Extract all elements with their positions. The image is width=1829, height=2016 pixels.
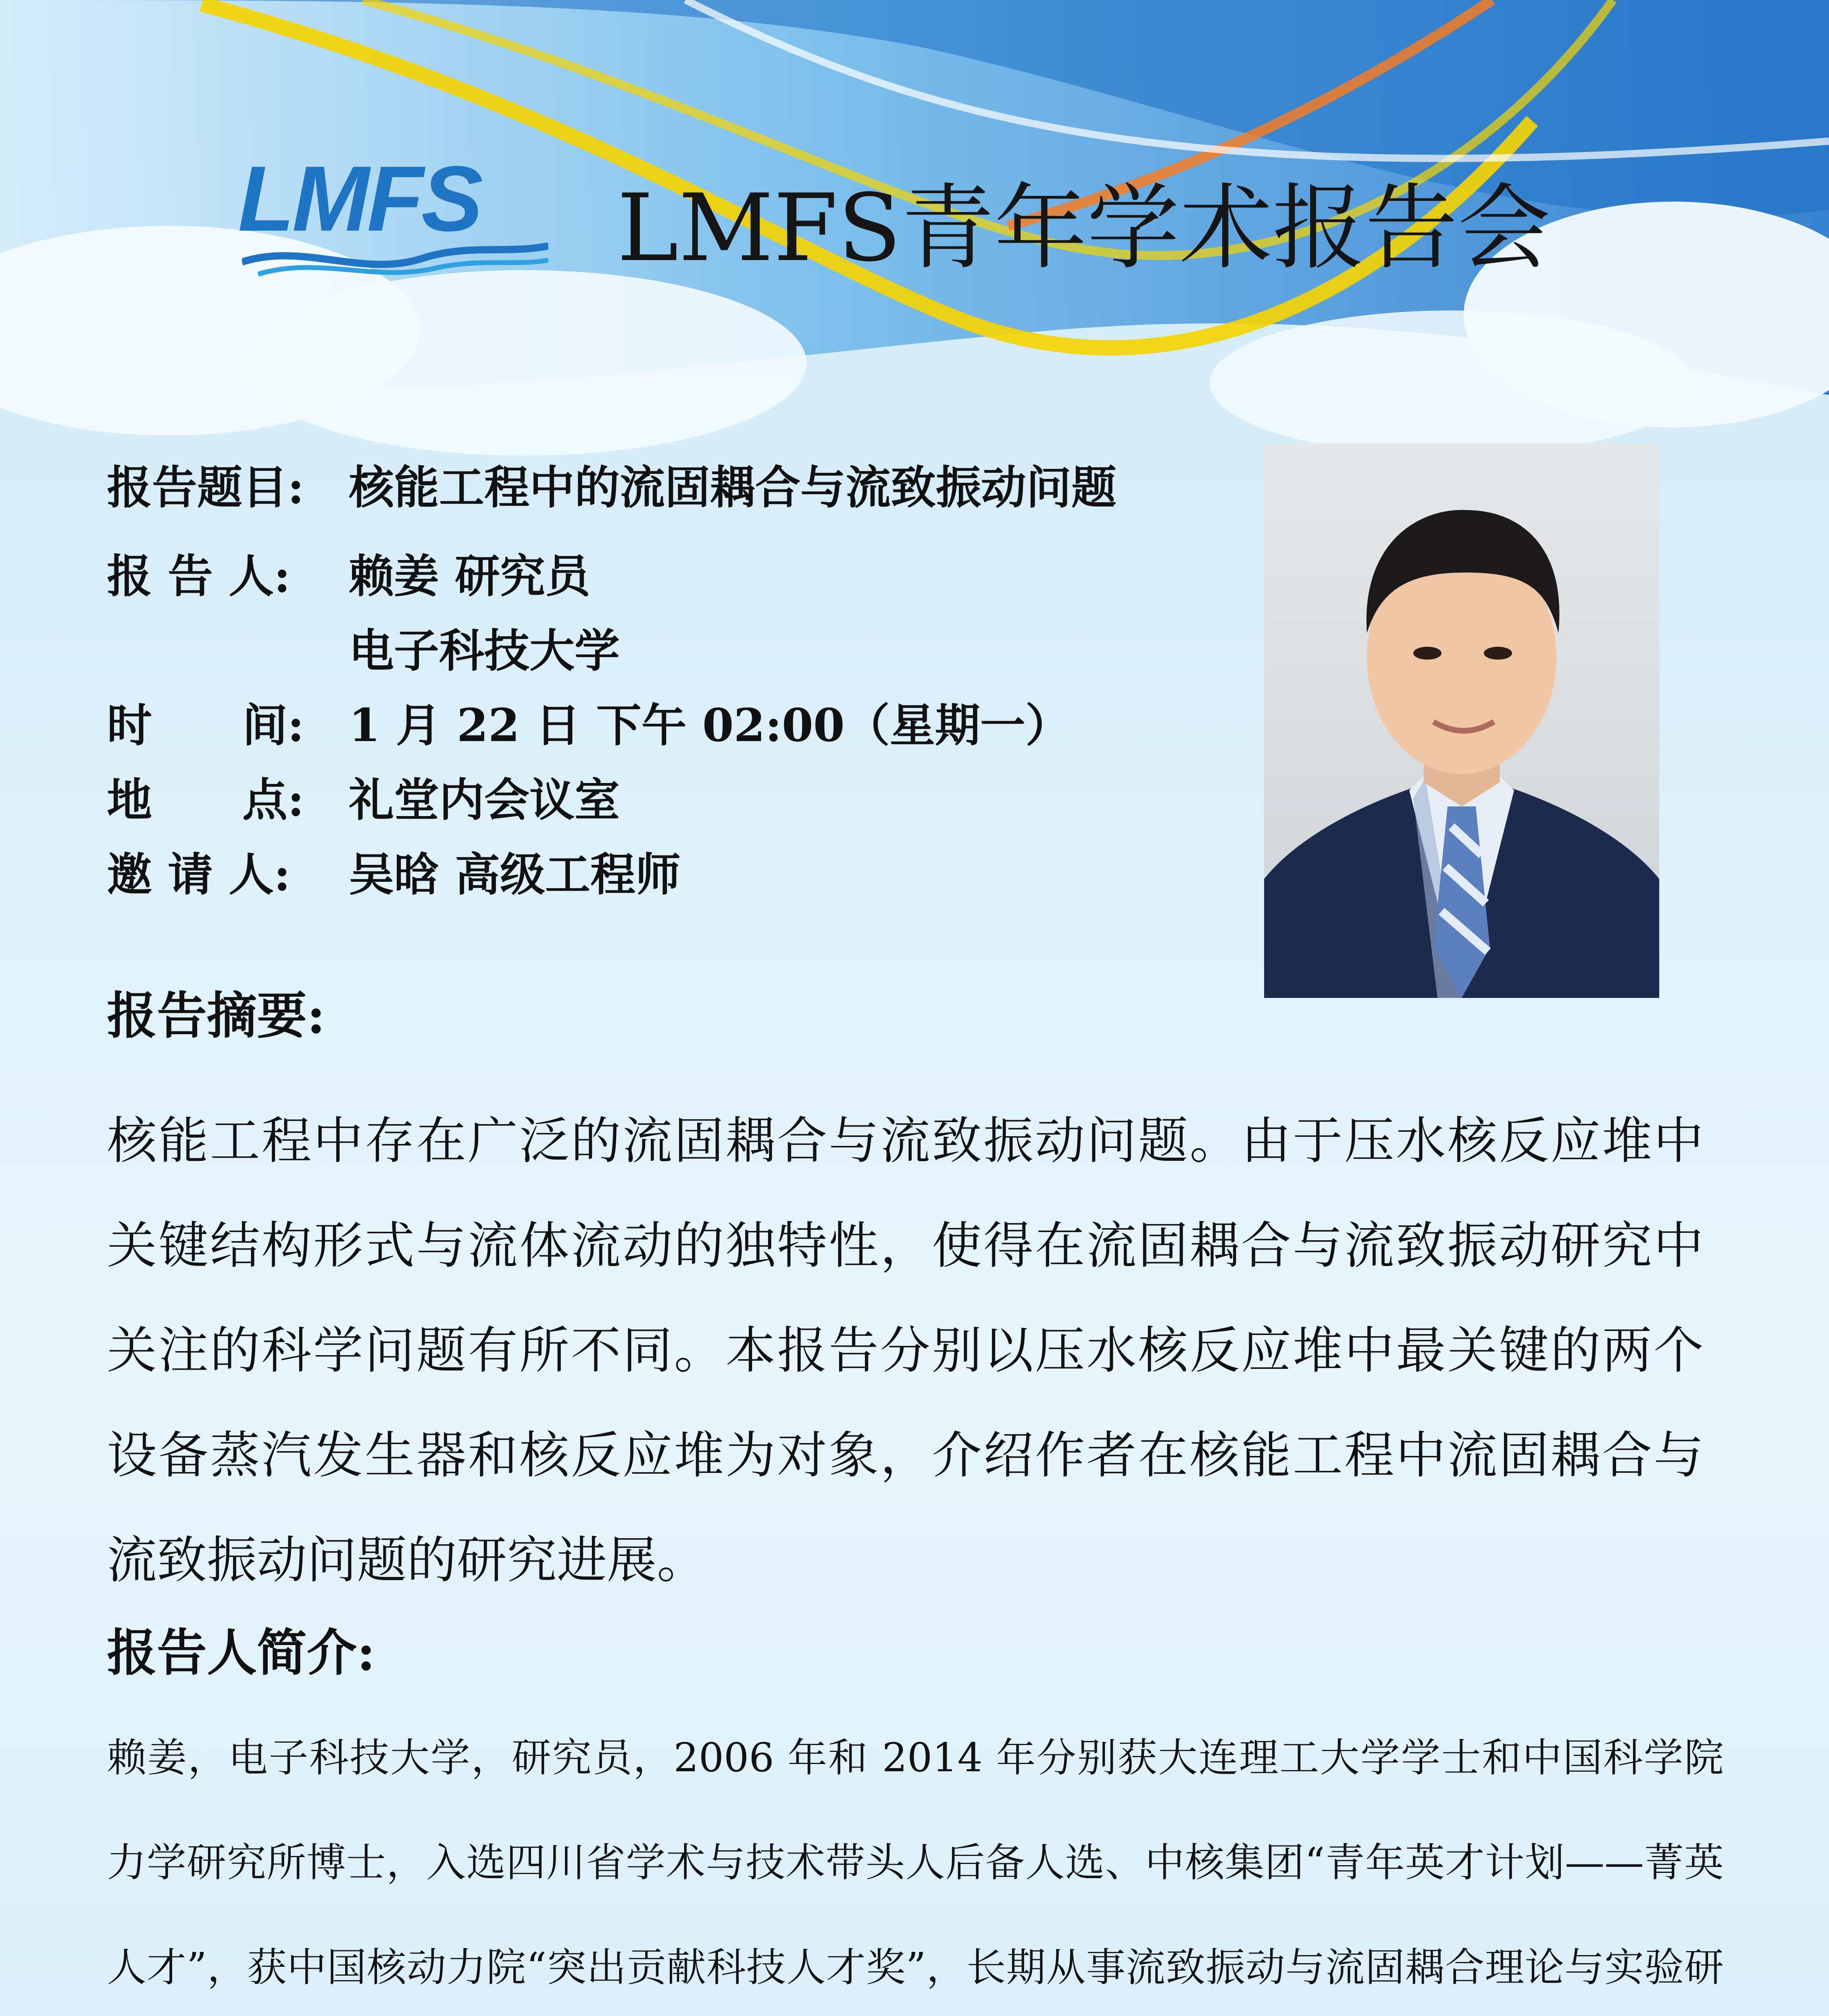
topic-value: 核能工程中的流固耦合与流致振动问题 xyxy=(349,461,1117,514)
logo-wave-icon xyxy=(242,234,548,282)
bio-part-1: 赖姜，电子科技大学，研究员，2006 年和 2014 年分别获大连理工大学学士和中国科学院力学研究所博士，入选四川省学术与技术带头人后备人选、中核集团“青年英才计划——菁英人才”，获中国核动力院“突出贡献科技人才奖”，长期从事流致振动与流固耦合理论与实验研 xyxy=(107,1735,1724,1991)
page-title: LMFS青年学术报告会 xyxy=(617,175,1551,282)
topic-label: 报告题目: xyxy=(107,461,304,514)
host-label: 邀 请 人: xyxy=(107,848,291,901)
time-value: 1 月 22 日 下午 02:00（星期一） xyxy=(349,699,1071,752)
speaker-photo xyxy=(1264,444,1659,998)
affiliation-value: 电子科技大学 xyxy=(349,625,620,677)
speaker-label: 报 告 人: xyxy=(107,550,291,603)
place-label: 地 点: xyxy=(107,774,304,827)
speaker-portrait-icon xyxy=(1264,444,1659,998)
speaker-value: 赖姜 研究员 xyxy=(349,550,590,603)
bio-heading: 报告人简介: xyxy=(107,1624,375,1682)
abstract-heading: 报告摘要: xyxy=(107,987,325,1045)
info-place-row xyxy=(107,764,620,829)
lmfs-logo: LMFS xyxy=(238,147,481,250)
host-value: 吴晗 高级工程师 xyxy=(349,848,681,901)
info-topic-row xyxy=(107,452,1117,516)
abstract-text: 核能工程中存在广泛的流固耦合与流致振动问题。由于压水核反应堆中关键结构形式与流体流动的独特性，使得在流固耦合与流致振动研究中关注的科学问题有所不同。本报告分别以压水核反应堆中最关键的两个设备蒸汽发生器和核反应堆为对象，介绍作者在核能工程中流固耦合与流致振动问题的研究进展。 xyxy=(107,1112,1704,1589)
time-label: 时 间: xyxy=(107,699,304,752)
bio-text xyxy=(107,1706,1724,2016)
info-host-row xyxy=(107,839,681,904)
info-affiliation-row xyxy=(107,615,620,680)
info-speaker-row xyxy=(107,540,590,605)
info-time-row xyxy=(107,689,1071,754)
place-value: 礼堂内会议室 xyxy=(349,774,620,827)
